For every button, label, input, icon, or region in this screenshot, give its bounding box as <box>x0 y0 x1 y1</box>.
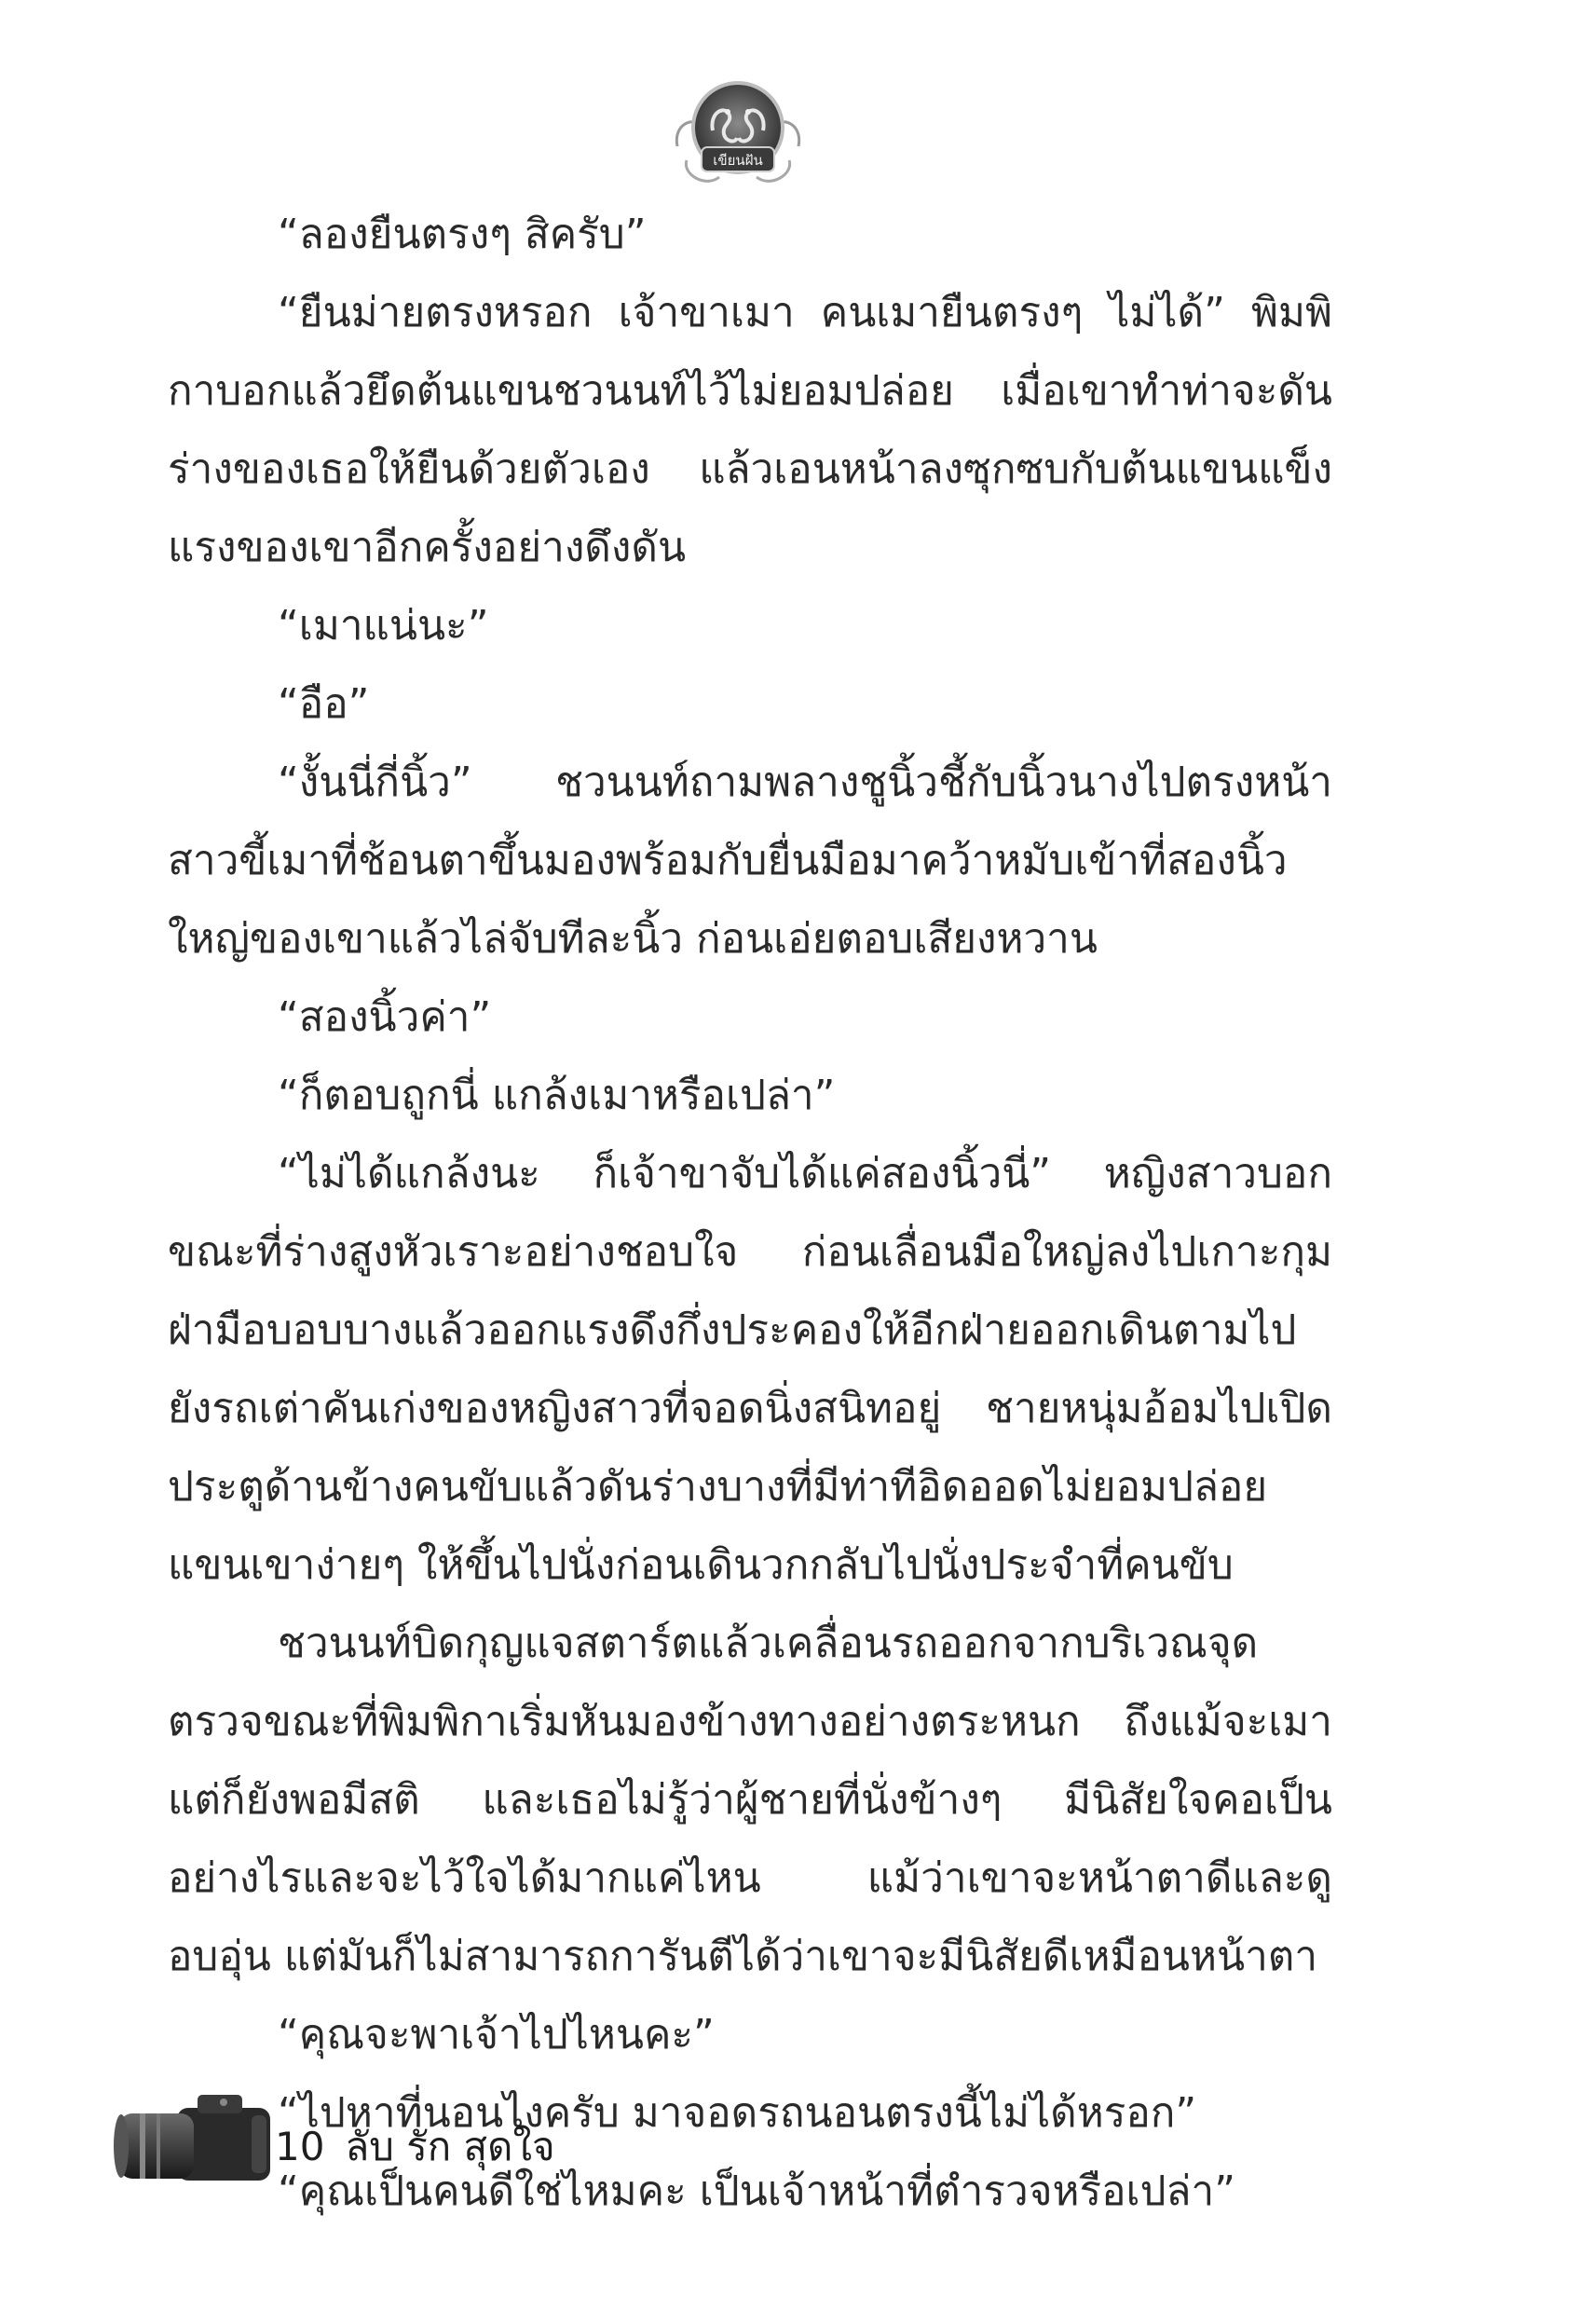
swan-emblem-icon <box>668 58 808 198</box>
paragraph: “คุณเป็นคนดีใช่ไหมคะ เป็นเจ้าหน้าที่ตำรวจหรือเปล่า” <box>278 2167 1235 2215</box>
paragraph: “อือ” <box>278 680 370 728</box>
paragraph: ชวนนท์บิดกุญแจสตาร์ตแล้วเคลื่อนรถออกจากบริเวณจุดตรวจขณะที่พิมพิกาเริ่มหันมองข้างทางอย่างตระหนก ถึงแม้จะเมา แต่ก็ยังพอมีสติ และเธอไม่รู้ว่าผู้ชายที่นั่งข้างๆ มีนิสัยใจคอเป็นอย่างไรและจะไว้ใจได้มากแค่ไหน แม้ว่าเขาจะหน้าตาดีและดูอบอุ่น แต่มันก็ไม่สามารถการันตีได้ว่าเขาจะมีนิสัยดีเหมือนหน้าตา <box>168 1620 1332 1980</box>
page-footer <box>112 2087 764 2199</box>
paragraph: “คุณจะพาเจ้าไปไหนคะ” <box>278 2011 715 2058</box>
paragraph: “ลองยืนตรงๆ สิครับ” <box>278 211 647 258</box>
paragraph: “เมาแน่นะ” <box>278 602 489 650</box>
paragraph: “งั้นนี่กี่นิ้ว” ชวนนท์ถามพลางชูนิ้วชี้กับนิ้วนางไปตรงหน้าสาวขี้เมาที่ช้อนตาขึ้นมองพร้อมกับยื่นมือมาคว้าหมับเข้าที่สองนิ้วใหญ่ของเขาแล้วไล่จับทีละนิ้ว ก่อนเอ่ยตอบเสียงหวาน <box>168 759 1332 963</box>
paragraph: “ไม่ได้แกล้งนะ ก็เจ้าขาจับได้แค่สองนิ้วนี่” หญิงสาวบอกขณะที่ร่างสูงหัวเราะอย่างชอบใจ ก่อนเลื่อนมือใหญ่ลงไปเกาะกุมฝ่ามือบอบบางแล้วออกแรงดึงกึ่งประคองให้อีกฝ่ายออกเดินตามไปยังรถเต่าคันเก่งของหญิงสาวที่จอดนิ่งสนิทอยู่ ชายหนุ่มอ้อมไปเปิดประตูด้านข้างคนขับแล้วดันร่างบางที่มีท่าทีอิดออดไม่ยอมปล่อยแขนเขาง่ายๆ ให้ขึ้นไปนั่งก่อนเดินวกกลับไปนั่งประจำที่คนขับ <box>168 1150 1332 1589</box>
camera-icon <box>112 2087 280 2199</box>
page-folio <box>275 2119 555 2175</box>
paragraph: “ยืนม่ายตรงหรอก เจ้าขาเมา คนเมายืนตรงๆ ไม่ได้” พิมพิกาบอกแล้วยึดต้นแขนชวนนท์ไว้ไม่ยอมปล่อย เมื่อเขาทำท่าจะดันร่างของเธอให้ยืนด้วยตัวเอง แล้วเอนหน้าลงซุกซบกับต้นแขนแข็งแรงของเขาอีกครั้งอย่างดึงดัน <box>168 289 1332 571</box>
page-number: 10 <box>275 2124 325 2169</box>
paragraph: “ไปหาที่นอนไงครับ มาจอดรถนอนตรงนี้ไม่ได้หรอก” <box>278 2089 1197 2137</box>
paragraph: “สองนิ้วค่า” <box>278 993 492 1041</box>
paragraph: “ก็ตอบถูกนี่ แกล้งเมาหรือเปล่า” <box>278 1072 836 1119</box>
emblem-label: เขียนฝัน <box>713 152 763 169</box>
book-title: ลับ รัก สุดใจ <box>345 2124 555 2169</box>
body-text <box>168 196 1332 2231</box>
